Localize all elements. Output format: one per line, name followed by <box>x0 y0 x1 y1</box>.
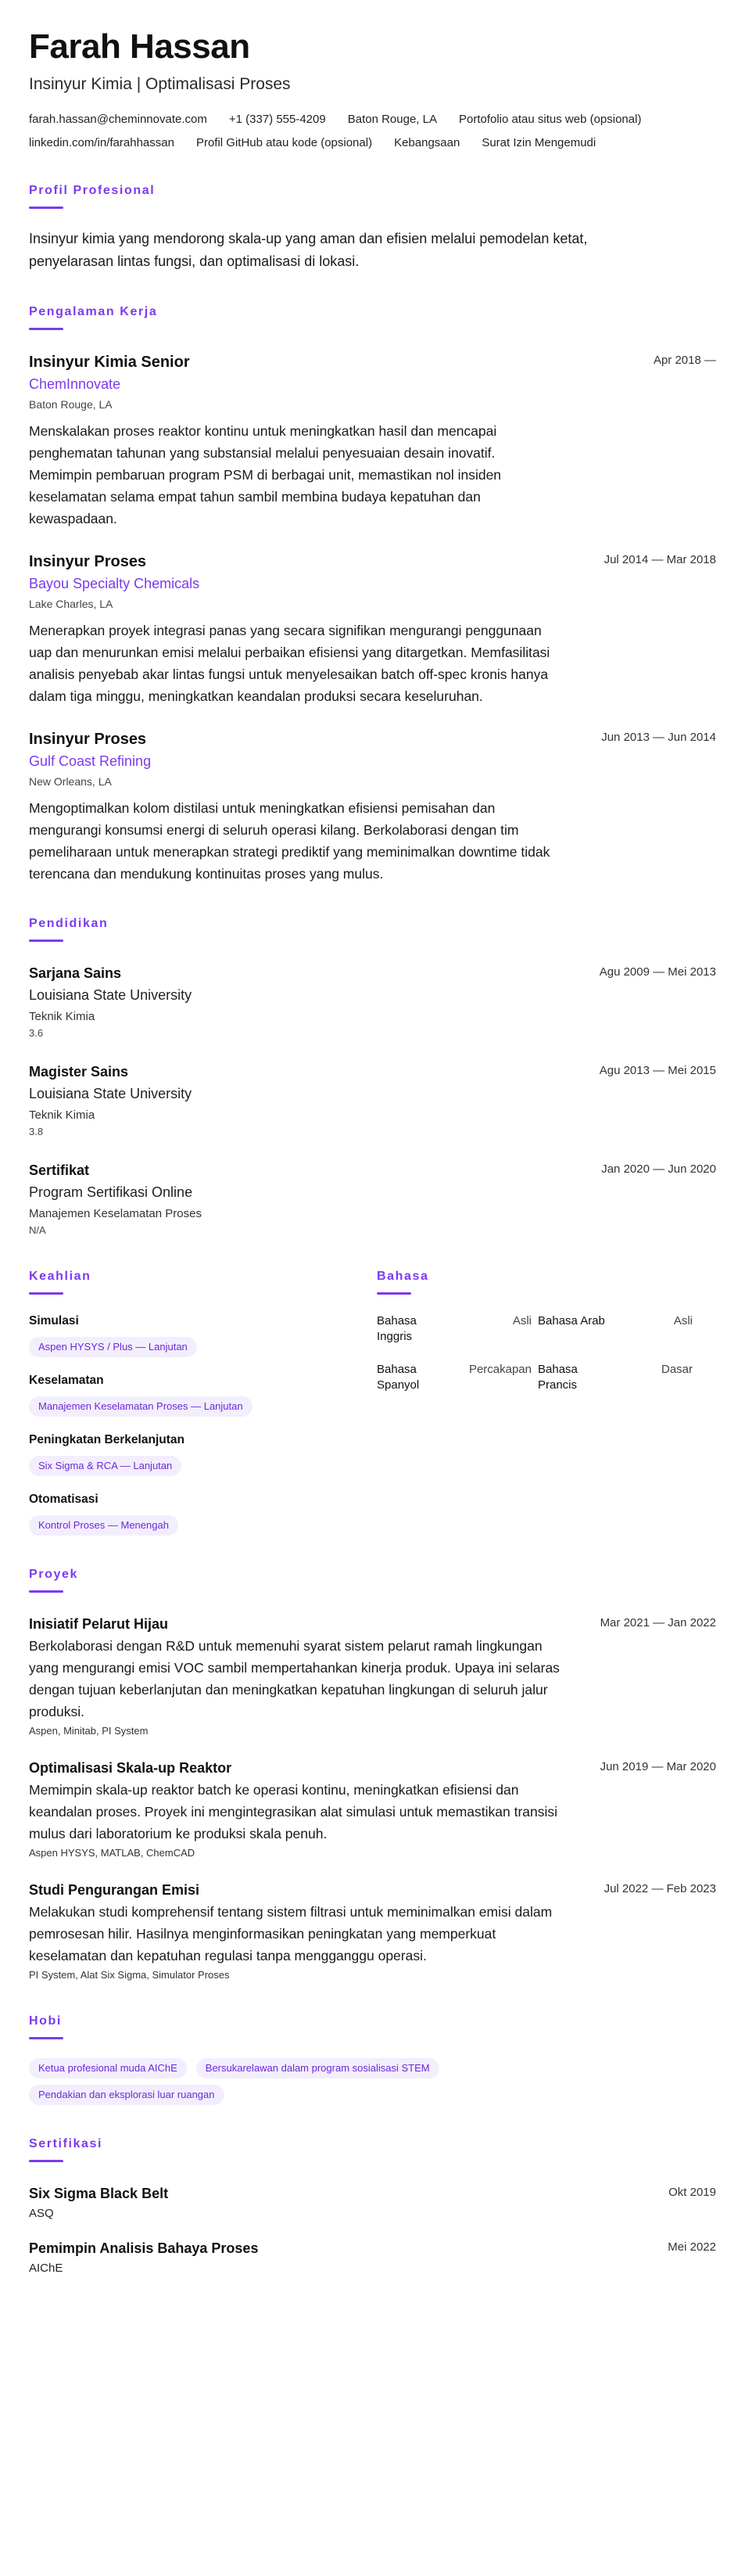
skill-group <box>29 1492 377 1536</box>
school-name: Louisiana State University <box>29 987 192 1003</box>
school-name: Louisiana State University <box>29 1086 192 1101</box>
language-level: Asli <box>512 1314 532 1328</box>
language-name: Bahasa Arab <box>538 1314 605 1328</box>
job-date: Jun 2013 — Jun 2014 <box>601 731 716 744</box>
field-of-study: Teknik Kimia <box>29 1010 95 1023</box>
language-item <box>538 1313 693 1345</box>
project-name: Optimalisasi Skala-up Reaktor <box>29 1760 232 1776</box>
skills-section <box>29 1269 377 1536</box>
job-description: Menskalakan proses reaktor kontinu untuk meningkatkan hasil dan mencapai penghematan tahunan yang substansial melalui penyesuaian desain inovatif. Memimpin pembaruan program PSM di berbagai unit, memastikan nol insiden keselamatan selama empat tahun sambil membina budaya kepatuhan dan kewaspadaan. <box>29 423 502 526</box>
project-entry <box>29 1881 716 1982</box>
section-divider <box>29 2037 63 2039</box>
skill-chip: Manajemen Keselamatan Proses — Lanjutan <box>29 1396 253 1417</box>
contact-portfolio[interactable]: Portofolio atau situs web (opsional) <box>458 113 642 126</box>
education-section <box>29 916 716 1238</box>
gpa-value: 3.6 <box>29 1027 44 1039</box>
skill-group <box>29 1313 377 1357</box>
job-date: Apr 2018 — <box>653 354 716 367</box>
degree-name: Magister Sains <box>29 1064 129 1080</box>
project-date: Jun 2019 — Mar 2020 <box>600 1760 716 1773</box>
education-entry <box>29 1161 716 1238</box>
project-date: Mar 2021 — Jan 2022 <box>600 1616 716 1629</box>
project-name: Studi Pengurangan Emisi <box>29 1882 200 1898</box>
contact-linkedin[interactable]: linkedin.com/in/farahhassan <box>29 136 174 149</box>
profile-section <box>29 183 716 273</box>
language-item <box>377 1313 532 1345</box>
section-title-skills: Keahlian <box>29 1270 91 1283</box>
certifications-section <box>29 2136 716 2276</box>
experience-entry <box>29 352 716 530</box>
project-description: Memimpin skala-up reaktor batch ke operasi kontinu, meningkatkan efisiensi dan keandalan proses. Proyek ini mengintegrasikan alat simulasi untuk memastikan transisi mulus dari laboratorium ke produksi skala penuh. <box>29 1782 558 1841</box>
company-name: Gulf Coast Refining <box>29 753 152 769</box>
project-entry <box>29 1615 716 1738</box>
education-entry <box>29 964 716 1040</box>
education-date: Agu 2009 — Mei 2013 <box>599 965 716 979</box>
skill-category: Keselamatan <box>29 1374 104 1387</box>
hobby-chip: Pendakian dan eksplorasi luar ruangan <box>29 2085 224 2105</box>
project-date: Jul 2022 — Feb 2023 <box>604 1882 716 1895</box>
contact-github[interactable]: Profil GitHub atau kode (opsional) <box>195 136 373 149</box>
certification-issuer: ASQ <box>29 2207 54 2220</box>
candidate-name: Farah Hassan <box>29 27 250 66</box>
section-title-education: Pendidikan <box>29 917 109 930</box>
job-location: Lake Charles, LA <box>29 598 113 610</box>
gpa-value: 3.8 <box>29 1126 44 1137</box>
hobby-chip: Bersukarelawan dalam program sosialisasi STEM <box>196 2058 439 2078</box>
job-description: Menerapkan proyek integrasi panas yang secara signifikan mengurangi penggunaan uap dan menurunkan emisi melalui perbaikan efisiensi yang ditargetkan. Memfasilitasi analisis penyebab akar lintas fungsi untuk menyelesaikan batch off-spec kronis hanya dalam tiga minggu, meningkatkan keandalan produksi secara keseluruhan. <box>29 623 550 704</box>
certification-date: Mei 2022 <box>668 2240 716 2254</box>
section-divider <box>377 1292 411 1295</box>
skills-languages-row <box>29 1269 716 1536</box>
contact-email[interactable]: farah.hassan@cheminnovate.com <box>29 113 207 126</box>
company-name: Bayou Specialty Chemicals <box>29 576 200 591</box>
contact-info <box>29 111 701 152</box>
profile-summary: Insinyur kimia yang mendorong skala-up yang aman dan efisien melalui pemodelan ketat, penyelarasan lintas fungsi, dan optimalisasi di lokasi. <box>29 231 588 269</box>
section-title-languages: Bahasa <box>377 1270 429 1283</box>
section-divider <box>29 1590 63 1593</box>
field-of-study: Teknik Kimia <box>29 1108 95 1122</box>
experience-entry <box>29 551 716 707</box>
project-description: Melakukan studi komprehensif tentang sistem filtrasi untuk meminimalkan emisi dalam pemrosesan hilir. Hasilnya menginformasikan peningkatan yang memperkuat keselamatan dan kepatuhan regulasi tanpa mengganggu operasi. <box>29 1904 553 1963</box>
certification-entry <box>29 2184 716 2222</box>
section-title-certifications: Sertifikasi <box>29 2137 103 2150</box>
language-item <box>377 1362 532 1393</box>
degree-name: Sarjana Sains <box>29 965 122 981</box>
job-location: New Orleans, LA <box>29 775 112 788</box>
gpa-value: N/A <box>29 1224 46 1236</box>
section-divider <box>29 1292 63 1295</box>
certification-date: Okt 2019 <box>668 2186 716 2199</box>
section-divider <box>29 940 63 942</box>
project-name: Inisiatif Pelarut Hijau <box>29 1616 169 1632</box>
section-title-projects: Proyek <box>29 1568 78 1581</box>
hobby-chip: Ketua profesional muda AIChE <box>29 2058 187 2078</box>
project-tools: Aspen, Minitab, PI System <box>29 1725 149 1737</box>
project-tools: Aspen HYSYS, MATLAB, ChemCAD <box>29 1847 195 1859</box>
section-title-profile: Profil Profesional <box>29 184 156 197</box>
skill-category: Simulasi <box>29 1314 79 1328</box>
certification-name: Pemimpin Analisis Bahaya Proses <box>29 2240 259 2256</box>
job-date: Jul 2014 — Mar 2018 <box>604 553 716 566</box>
language-level: Asli <box>673 1314 693 1328</box>
candidate-headline: Insinyur Kimia | Optimalisasi Proses <box>29 75 291 93</box>
section-title-hobbies: Hobi <box>29 2014 62 2028</box>
job-location: Baton Rouge, LA <box>29 398 113 411</box>
contact-phone[interactable]: +1 (337) 555-4209 <box>228 113 326 126</box>
languages-section <box>377 1269 693 1536</box>
education-date: Jan 2020 — Jun 2020 <box>601 1162 716 1176</box>
certification-entry <box>29 2239 716 2276</box>
contact-nationality: Kebangsaan <box>394 136 460 149</box>
degree-name: Sertifikat <box>29 1162 90 1178</box>
language-name: Bahasa Prancis <box>538 1363 578 1392</box>
experience-entry <box>29 729 716 885</box>
project-description: Berkolaborasi dengan R&D untuk memenuhi syarat sistem pelarut ramah lingkungan yang mengurangi emisi VOC sambil mempertahankan kinerja produk. Upaya ini selaras dengan tujuan keberlanjutan dan meningkatkan kepatuhan lingkungan di seluruh jalur produksi. <box>29 1638 560 1719</box>
experience-section <box>29 304 716 885</box>
section-title-experience: Pengalaman Kerja <box>29 305 158 318</box>
education-date: Agu 2013 — Mei 2015 <box>599 1064 716 1077</box>
school-name: Program Sertifikasi Online <box>29 1184 193 1200</box>
language-level: Percakapan <box>468 1363 532 1376</box>
education-entry <box>29 1062 716 1139</box>
skill-category: Peningkatan Berkelanjutan <box>29 1433 184 1446</box>
language-name: Bahasa Spanyol <box>377 1363 420 1392</box>
skill-group <box>29 1373 377 1417</box>
hobbies-section <box>29 2014 716 2105</box>
section-divider <box>29 2160 63 2162</box>
language-level: Dasar <box>661 1363 693 1376</box>
skill-category: Otomatisasi <box>29 1493 98 1506</box>
skill-chip: Kontrol Proses — Menengah <box>29 1515 178 1536</box>
job-title: Insinyur Kimia Senior <box>29 354 190 371</box>
contact-driving-license: Surat Izin Mengemudi <box>482 136 596 149</box>
project-entry <box>29 1759 716 1860</box>
certification-issuer: AIChE <box>29 2262 63 2275</box>
language-item <box>538 1362 693 1393</box>
skill-chip: Six Sigma & RCA — Lanjutan <box>29 1456 181 1476</box>
job-title: Insinyur Proses <box>29 553 147 570</box>
contact-location: Baton Rouge, LA <box>347 113 437 126</box>
skill-chip: Aspen HYSYS / Plus — Lanjutan <box>29 1337 197 1357</box>
company-name: ChemInnovate <box>29 376 121 392</box>
section-divider <box>29 328 63 330</box>
job-title: Insinyur Proses <box>29 731 147 748</box>
project-tools: PI System, Alat Six Sigma, Simulator Proses <box>29 1969 230 1981</box>
section-divider <box>29 207 63 209</box>
projects-section <box>29 1567 716 1982</box>
resume-header <box>29 27 716 152</box>
field-of-study: Manajemen Keselamatan Proses <box>29 1207 202 1220</box>
job-description: Mengoptimalkan kolom distilasi untuk meningkatkan efisiensi pemisahan dan mengurangi konsumsi energi di seluruh operasi kilang. Berkolaborasi dengan tim pemeliharaan untuk menerapkan strategi prediktif yang meminimalkan downtime tidak terencana dan mendukung kontinuitas proses yang mulus. <box>29 800 550 882</box>
certification-name: Six Sigma Black Belt <box>29 2186 169 2201</box>
skill-group <box>29 1432 377 1476</box>
language-name: Bahasa Inggris <box>377 1314 417 1343</box>
